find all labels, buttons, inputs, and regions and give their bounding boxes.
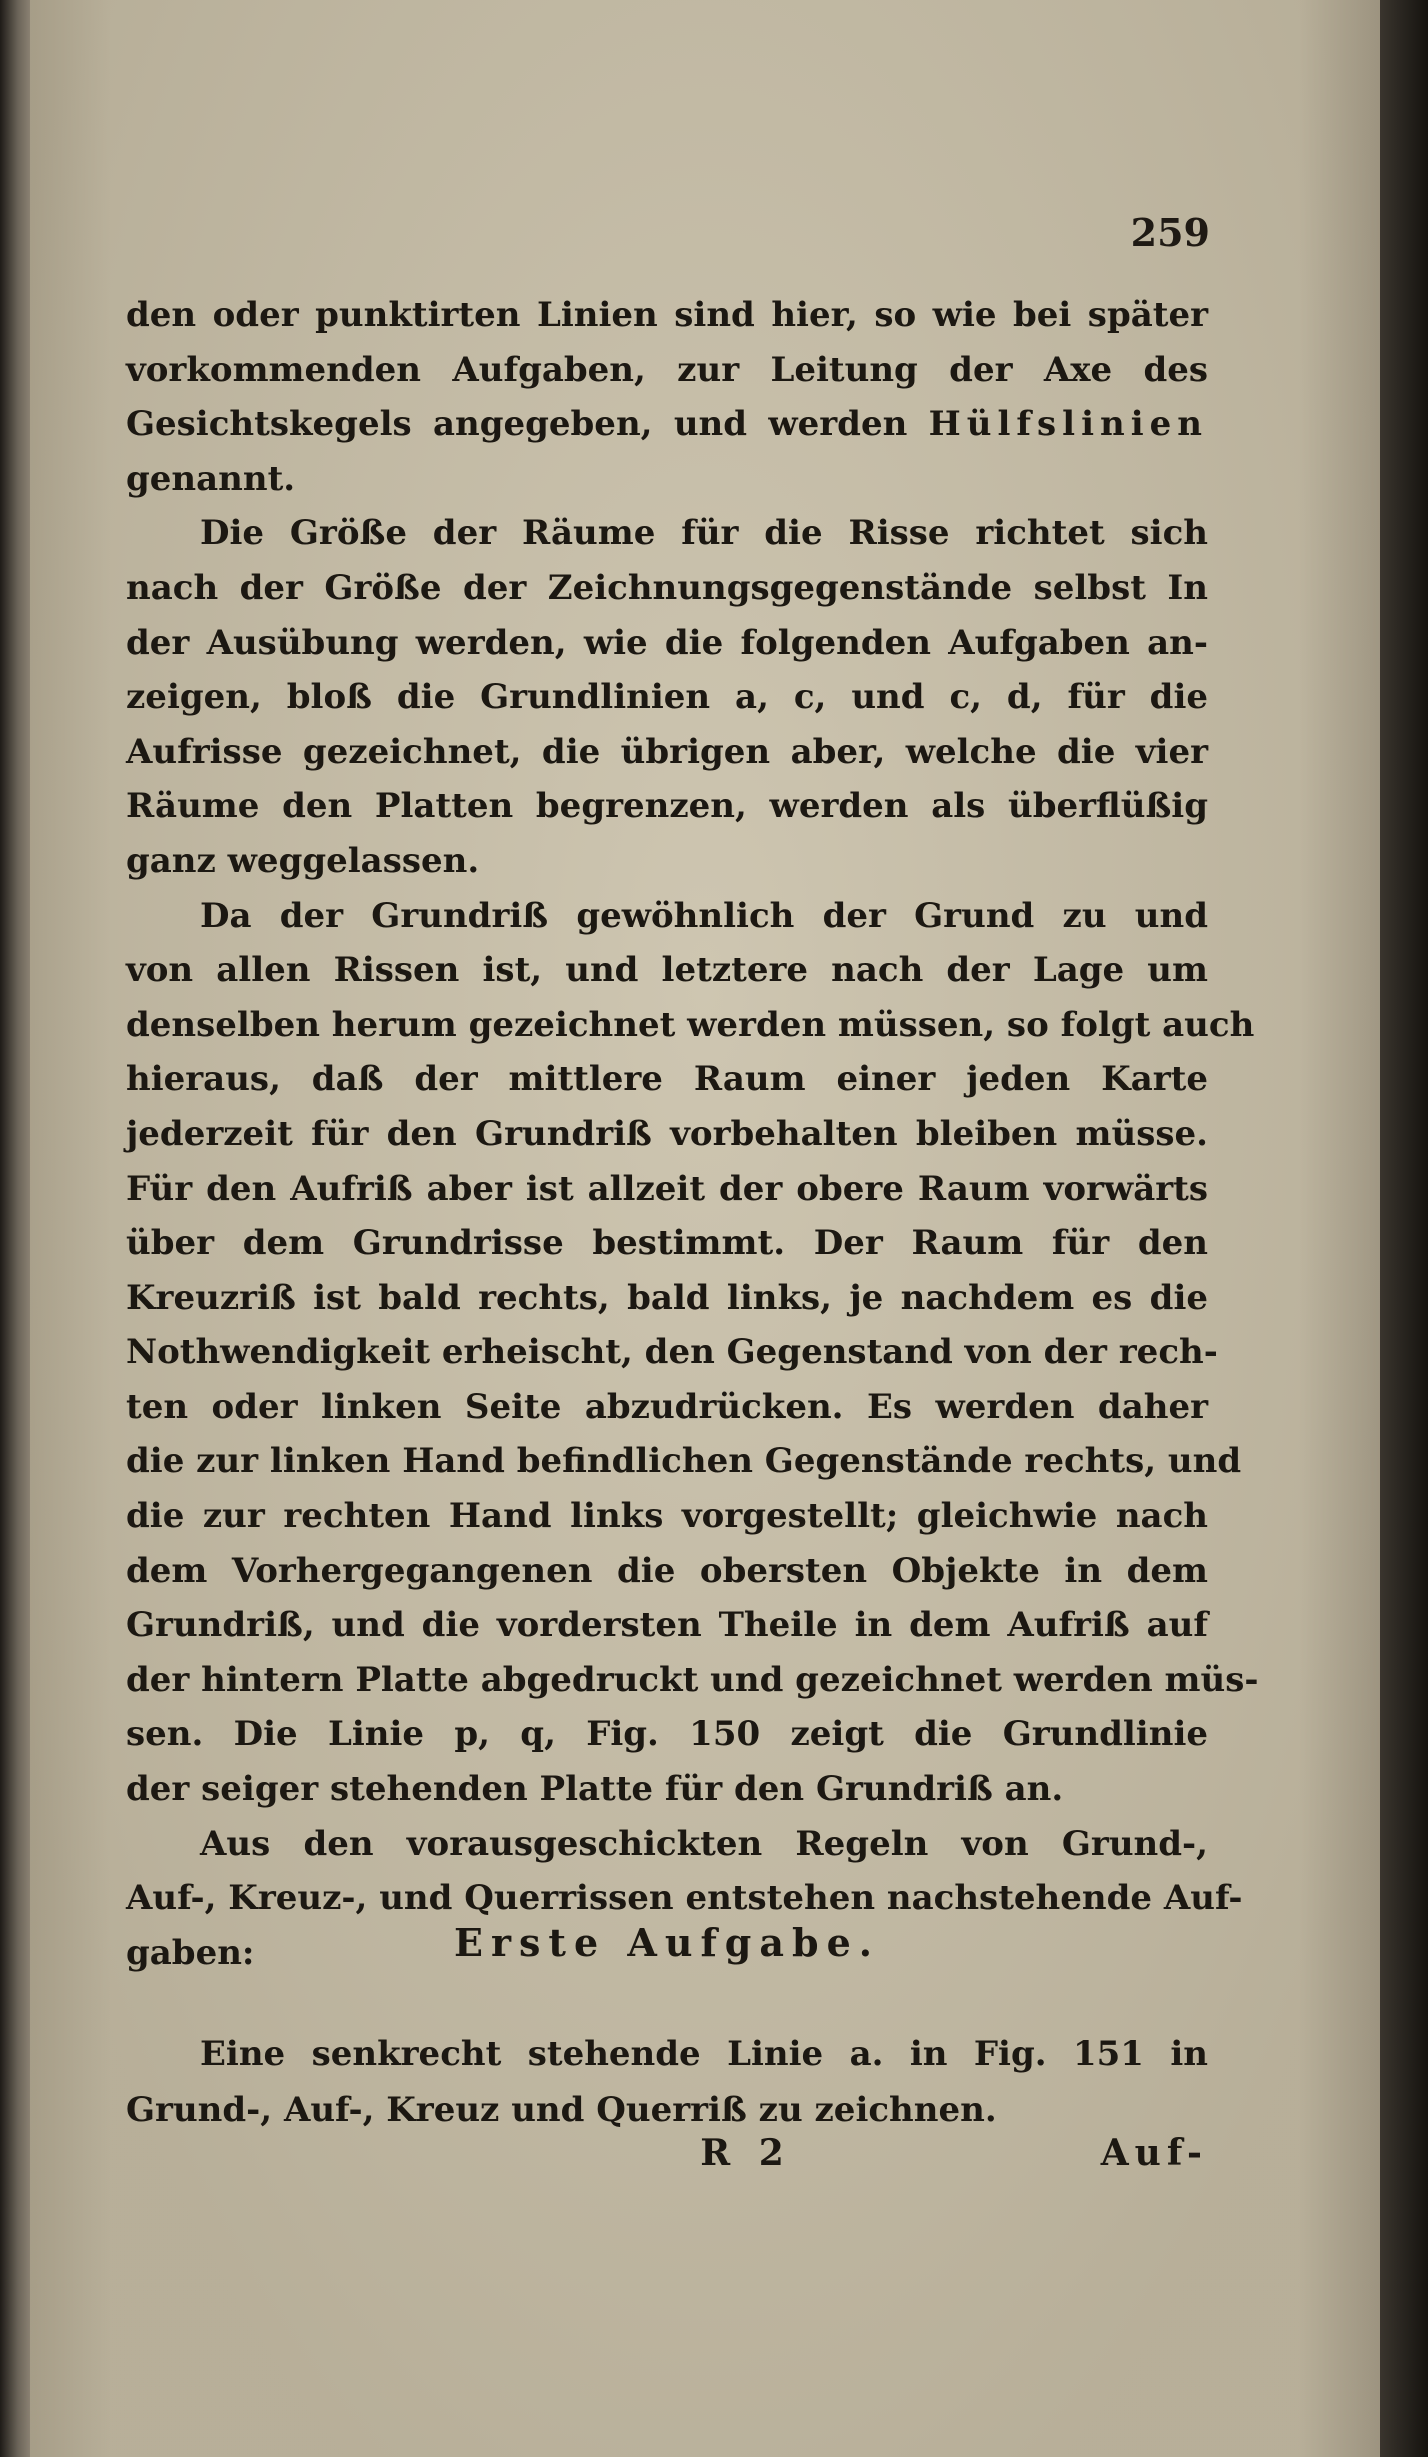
spaced-term: Hülfslinien xyxy=(928,404,1208,445)
text-line: sen. Die Linie p, q, Fig. 150 zeigt die Grundlinie xyxy=(126,1714,1208,1755)
text-line: Grundriß, und die vordersten Theile in dem Aufriß auf xyxy=(126,1605,1208,1646)
paragraph-start-line: Da der Grundriß gewöhnlich der Grund zu und xyxy=(200,895,1208,936)
text-line: hieraus, daß der mittlere Raum einer jeden Karte xyxy=(126,1059,1208,1100)
text-line: jederzeit für den Grundriß vorbehalten bleiben müsse. xyxy=(126,1113,1208,1154)
text-line: denselben herum gezeichnet werden müssen, so folgt auch xyxy=(126,1004,1255,1045)
text-line: die zur linken Hand befindlichen Gegenstände rechts, und xyxy=(126,1441,1242,1482)
text-line: den oder punktirten Linien sind hier, so wie bei später xyxy=(126,295,1208,335)
text-line: genannt. xyxy=(126,458,296,499)
text-line: von allen Rissen ist, und letztere nach der Lage um xyxy=(126,950,1208,991)
paragraph-start-line: Aus den vorausgeschickten Regeln von Grund-, xyxy=(200,1823,1208,1864)
text-line: der seiger stehenden Platte für den Grundriß an. xyxy=(126,1769,1064,1810)
body-text xyxy=(126,288,1259,1980)
text-line: der hintern Platte abgedruckt und gezeichnet werden müs- xyxy=(126,1659,1259,1700)
text-line: vorkommenden Aufgaben, zur Leitung der Axe des xyxy=(126,349,1208,390)
text-line: ten oder linken Seite abzudrücken. Es werden daher xyxy=(126,1386,1208,1427)
text-line: der Ausübung werden, wie die folgenden Aufgaben an- xyxy=(126,622,1208,663)
text-line: gaben: xyxy=(126,1932,255,1973)
signature-mark: R 2 xyxy=(700,2132,792,2174)
section-heading: Erste Aufgabe. xyxy=(454,1920,880,1965)
text-line: Kreuzriß ist bald rechts, bald links, je nachdem es die xyxy=(126,1277,1208,1318)
page-number: 259 xyxy=(1130,210,1210,255)
task-line: Grund-, Auf-, Kreuz und Querriß zu zeichnen. xyxy=(126,2090,997,2130)
text-line xyxy=(126,397,1208,452)
text-line: dem Vorhergegangenen die obersten Objekte in dem xyxy=(126,1550,1208,1591)
page-footer xyxy=(126,2132,1208,2182)
text-line: ganz weggelassen. xyxy=(126,840,480,881)
book-spine-edge xyxy=(0,0,30,2457)
book-fore-edge xyxy=(1380,0,1428,2457)
text-line: nach der Größe der Zeichnungsgegenstände selbst In xyxy=(126,567,1208,608)
catchword: Auf- xyxy=(1100,2132,1208,2174)
text-line: Für den Aufriß aber ist allzeit der obere Raum vorwärts xyxy=(126,1168,1208,1209)
text-line: über dem Grundrisse bestimmt. Der Raum für den xyxy=(126,1223,1208,1264)
text-line: die zur rechten Hand links vorgestellt; gleichwie nach xyxy=(126,1496,1208,1537)
text-line: Räume den Platten begrenzen, werden als überflüßig xyxy=(126,786,1208,827)
task-statement xyxy=(126,2026,1208,2138)
book-page xyxy=(30,0,1380,2457)
text-line: Aufrisse gezeichnet, die übrigen aber, welche die vier xyxy=(126,731,1208,772)
text-line: zeigen, bloß die Grundlinien a, c, und c, d, für die xyxy=(126,677,1208,718)
text-line: Nothwendigkeit erheischt, den Gegenstand von der rech- xyxy=(126,1332,1218,1373)
text-line: Auf-, Kreuz-, und Querrissen entstehen nachstehende Auf- xyxy=(126,1878,1243,1919)
text-fragment: Gesichtskegels angegeben, und werden xyxy=(126,404,908,445)
paragraph-start-line: Die Größe der Räume für die Risse richtet sich xyxy=(200,513,1208,554)
task-line: Eine senkrecht stehende Linie a. in Fig. 151 in xyxy=(200,2034,1208,2074)
